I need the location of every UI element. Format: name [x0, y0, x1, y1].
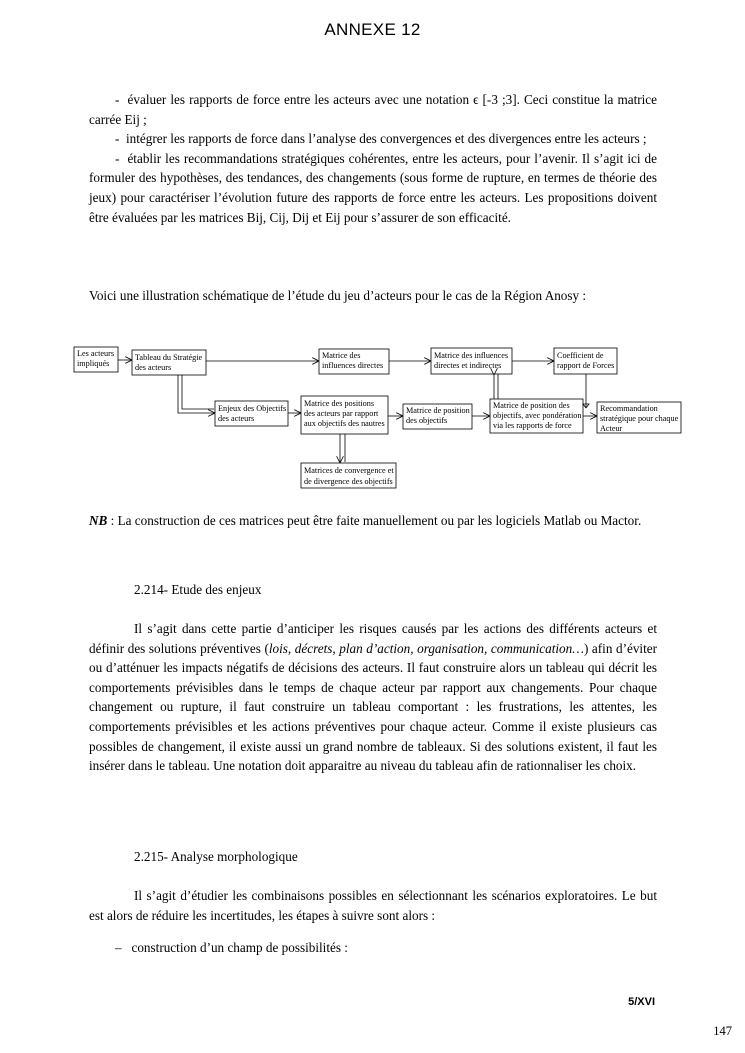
paragraph-enjeux: Il s’agit dans cette partie d’anticiper les risques causés par les actions des différents acteurs et définir des solutions préventives (lois, décrets, plan d’action, organisation, communication…) afin d’éviter ou d’atténuer les impacts négatifs de décisions des acteurs. Il faut construire alors un tableau qui décrit les comportements prévisibles dans le temps de chaque acteur par rapport aux changements. Pour chaque changement ou rupture, il faut construire un tableau comportant : les frustrations, les attentes, les comportements prévisibles et les actions préventives pour chaque acteur. Comme il existe plusieurs cas possibles de changement, il existe aussi un grand nombre de tableaux. Si des solutions existent, il faut les insérer dans le tableau. Une notation doit apparaitre au niveau du tableau afin de rationnaliser les choix. [89, 621, 657, 774]
label-enjeux-l1: Enjeux des Objectifs [218, 404, 287, 413]
diagram-intro: Voici une illustration schématique de l’étude du jeu d’acteurs pour le cas de la Région Anosy : [89, 288, 587, 303]
label-conv-l2: de divergence des objectifs [304, 477, 393, 486]
label-ponder-l1: Matrice de position des [493, 401, 570, 410]
list-item: - établir les recommandations stratégiques cohérentes, entre les acteurs, pour l’avenir. Il s’agit ici de formuler des hypothèses, des tendances, des changements (sous forme de rupture, en termes de théorie des jeux) pour caractériser l’évolution future des rapports de force entre les acteurs. Les propositions doivent être évaluées par les matrices Bij, Cij, Dij et Eij pour s’assurer de son efficacité. [89, 150, 657, 225]
label-tableau-l1: Tableau du Stratégie [135, 353, 203, 362]
label-infl-ind-l1: Matrice des influences [434, 351, 509, 360]
list-item-champ-possibilites: – construction d’un champ de possibilités : [115, 940, 348, 955]
label-coef-l2: rapport de Forces [557, 361, 615, 370]
label-tableau-l2: des acteurs [135, 363, 172, 372]
label-conv-l1: Matrices de convergence et [304, 466, 394, 475]
label-ponder-l3: via les rapports de force [493, 421, 572, 430]
label-recomm-l1: Recommandation [600, 404, 658, 413]
section-title-morphologique: 2.215- Analyse morphologique [134, 849, 298, 864]
label-recomm-l2: stratégique pour chaque [600, 414, 679, 423]
page-header-title: ANNEXE 12 [324, 20, 421, 39]
label-enjeux-l2: des acteurs [218, 414, 255, 423]
label-pos-obj-l2: des objectifs [406, 416, 448, 425]
label-positions-l3: aux objectifs des nautres [304, 419, 385, 428]
label-infl-dir-l2: influences directes [322, 361, 384, 370]
label-pos-obj-l1: Matrice de position [406, 406, 470, 415]
label-acteurs-l1: Les acteurs [77, 349, 115, 358]
label-acteurs-l2: impliqués [77, 359, 110, 368]
label-recomm-l3: Acteur [600, 424, 623, 433]
actor-study-diagram [0, 0, 745, 500]
list-item: - évaluer les rapports de force entre les acteurs avec une notation ϵ [-3 ;3]. Ceci constitue la matrice carrée Eij ; [89, 92, 657, 127]
label-infl-dir-l1: Matrice des [322, 351, 361, 360]
nb-label: NB [89, 513, 108, 528]
paragraph-morphologique: Il s’agit d’étudier les combinaisons possibles en sélectionnant les scénarios exploratoires. Le but est alors de réduire les incertitudes, les étapes à suivre sont alors : [89, 888, 657, 923]
label-infl-ind-l2: directes et indirectes [434, 361, 502, 370]
section-title-enjeux: 2.214- Etude des enjeux [134, 582, 262, 597]
label-coef-l1: Coefficient de [557, 351, 604, 360]
list-item: - intégrer les rapports de force dans l’analyse des convergences et des divergences entre les acteurs ; [115, 131, 647, 147]
nb-text: : La construction de ces matrices peut être faite manuellement ou par les logiciels Matlab ou Mactor. [107, 513, 642, 528]
label-positions-l2: des acteurs par rapport [304, 409, 379, 418]
page-number: 147 [713, 1024, 732, 1038]
footer-code: 5/XVI [628, 996, 655, 1008]
nb-note [89, 511, 657, 531]
label-positions-l1: Matrice des positions [304, 399, 375, 408]
label-ponder-l2: objectifs, avec pondération [493, 411, 582, 420]
